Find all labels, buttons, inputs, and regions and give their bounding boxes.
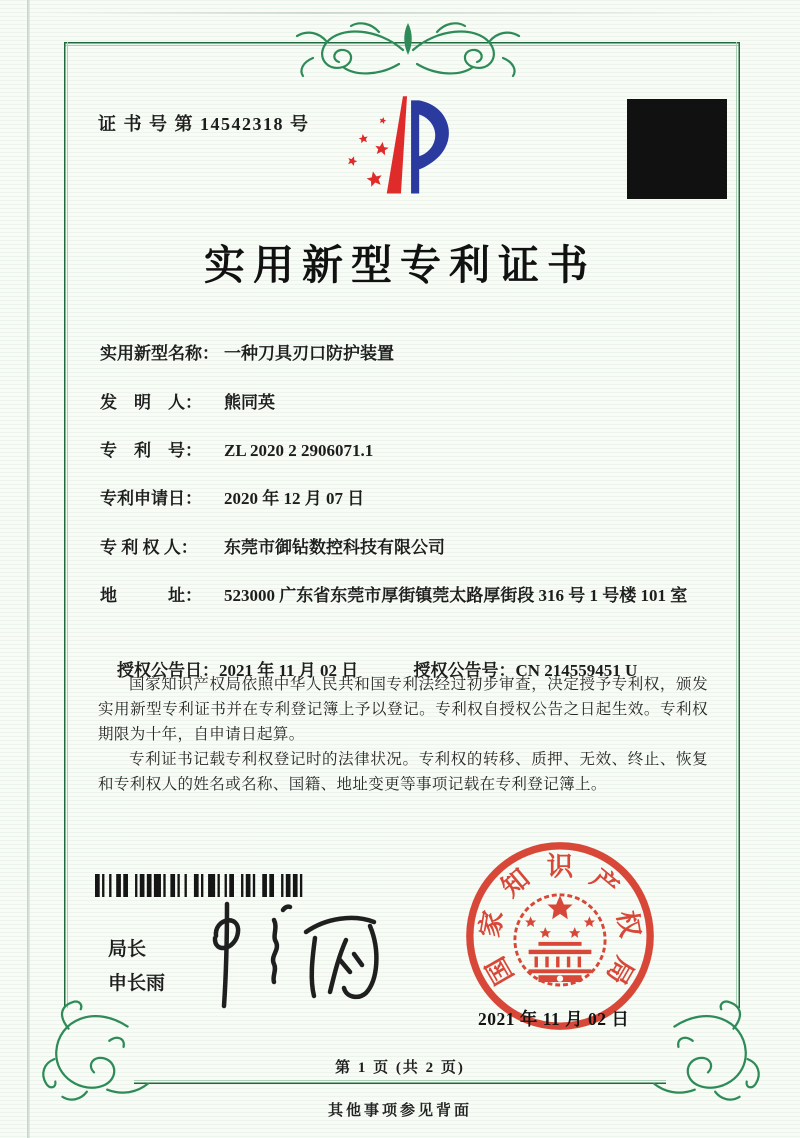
border-bottom-line [134,1080,666,1084]
bottom-left-flourish [38,1000,150,1102]
certificate-title: 实用新型专利证书 [204,242,596,288]
paragraph-register-statement: 专利证书记载专利权登记时的法律状况。专利权的转移、质押、无效、终止、恢复和专利权人的姓名或名称、国籍、地址变更等事项记载在专利登记簿上。 [98,751,708,793]
field-label: 专利申请日： [100,489,202,508]
svg-text:局: 局 [600,951,640,990]
cnipa-logo-icon [330,90,482,214]
field-label: 专 利 号： [100,441,202,460]
svg-text:识: 识 [546,851,574,882]
top-border-flourish [283,18,533,80]
grant-date-value: 2021 年 11 月 02 日 [219,661,359,680]
svg-text:权: 权 [611,908,646,940]
field-value: 东莞市御钻数控科技有限公司 [224,538,445,557]
handwritten-signature [188,898,408,1013]
scan-edge-artifact [27,0,30,1138]
svg-text:国: 国 [480,951,520,990]
grant-no-value: CN 214559451 U [515,661,638,680]
field-row-name [100,343,716,366]
field-label: 发 明 人： [100,393,202,412]
field-row-address [100,585,716,608]
field-value: 熊同英 [224,393,275,412]
grant-date-label: 授权公告日： [117,661,219,680]
qr-code [627,99,727,199]
field-label: 实用新型名称： [100,344,219,363]
page-number: 第 1 页 (共 2 页) [335,1060,465,1076]
field-value: 一种刀具刃口防护装置 [224,344,394,363]
official-red-seal [462,838,658,1034]
field-row-patentee [100,537,716,560]
grant-no-label: 授权公告号： [413,661,516,680]
field-row-inventor [100,392,716,415]
signer-title: 局长 [108,939,147,960]
field-label: 专 利 权 人： [100,538,198,557]
field-label: 地 址： [100,586,202,605]
border-left-line [64,42,68,1008]
svg-text:知: 知 [495,862,536,903]
certificate-number: 证 书 号 第 14542318 号 [98,114,310,134]
signer-name: 申长雨 [108,973,166,994]
seal-date: 2021 年 11 月 02 日 [478,1009,630,1029]
back-side-note: 其他事项参见背面 [327,1103,472,1119]
field-value: 523000 广东省东莞市厚街镇莞太路厚街段 316 号 1 号楼 101 室 [224,586,688,605]
field-row-patent-no [100,440,716,463]
bottom-right-flourish [652,1000,764,1102]
barcode [95,874,307,897]
border-right-line [736,42,740,1008]
svg-text:产: 产 [584,862,625,903]
field-value: 2020 年 12 月 07 日 [224,489,365,508]
national-emblem-icon [525,895,595,982]
field-row-filing-date [100,488,716,511]
paragraph-grant-statement: 国家知识产权局依照中华人民共和国专利法经过初步审查，决定授予专利权，颁发实用新型专利证书并在专利登记簿上予以登记。专利权自授权公告之日起生效。专利权期限为十年，自申请日起算。 [98,676,708,743]
legal-text-block [98,672,708,797]
svg-text:家: 家 [474,908,509,940]
scan-edge-artifact-top [0,12,800,14]
field-value: ZL 2020 2 2906071.1 [224,441,374,460]
